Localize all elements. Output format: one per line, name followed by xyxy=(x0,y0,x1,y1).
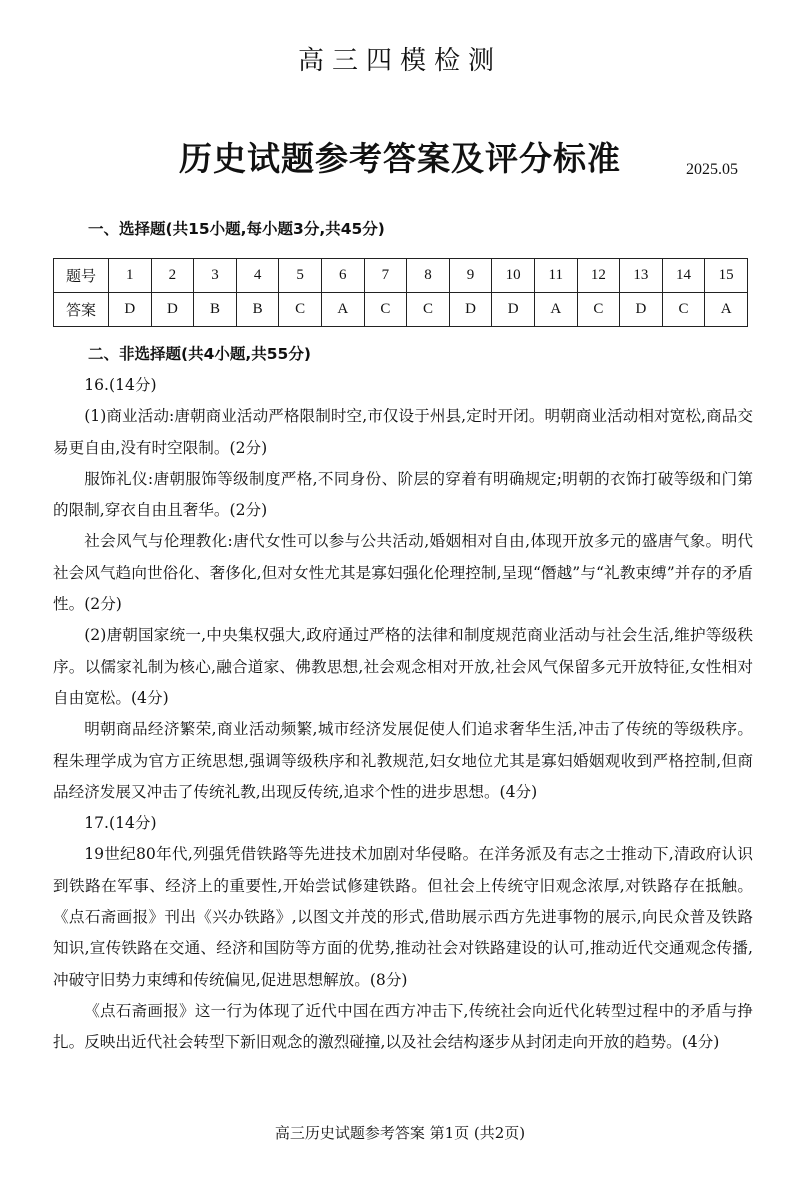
question-number-cell: 3 xyxy=(194,259,237,293)
row-label-answer: 答案 xyxy=(54,293,109,327)
answer-cell: D xyxy=(109,293,152,327)
question-number-cell: 6 xyxy=(321,259,364,293)
question-number-cell: 10 xyxy=(492,259,535,293)
question-16-paragraph: 明朝商品经济繁荣,商业活动频繁,城市经济发展促使人们追求奢华生活,冲击了传统的等级秩序。程朱理学成为官方正统思想,强调等级秩序和礼教规范,妇女地位尤其是寡妇婚姻观收到严格控制,但商品经济发展又冲击了传统礼教,出现反传统,追求个性的进步思想。(4分) xyxy=(53,720,753,801)
table-row-answers xyxy=(54,293,748,327)
row-label-number: 题号 xyxy=(54,259,109,293)
answer-cell: C xyxy=(577,293,620,327)
answer-cell: A xyxy=(534,293,577,327)
question-17-number: 17.(14分) xyxy=(84,814,157,833)
document-date: 2025.05 xyxy=(686,161,738,178)
question-number-cell: 14 xyxy=(662,259,705,293)
answer-cell: D xyxy=(449,293,492,327)
answer-cell: A xyxy=(321,293,364,327)
answer-cell: C xyxy=(662,293,705,327)
question-number-cell: 12 xyxy=(577,259,620,293)
question-number-cell: 7 xyxy=(364,259,407,293)
question-16-number: 16.(14分) xyxy=(84,376,157,394)
question-16-paragraph: (2)唐朝国家统一,中央集权强大,政府通过严格的法律和制度规范商业活动与社会生活,维护等级秩序。以儒家礼制为核心,融合道家、佛教思想,社会观念相对开放,社会风气保留多元开放特征,女性相对自由宽松。(4分) xyxy=(53,626,753,707)
answer-table xyxy=(53,258,748,327)
question-number-cell: 2 xyxy=(151,259,194,293)
question-16-paragraph: 社会风气与伦理教化:唐代女性可以参与公共活动,婚姻相对自由,体现开放多元的盛唐气象。明代社会风气趋向世俗化、奢侈化,但对女性尤其是寡妇强化伦理控制,呈现“僭越”与“礼教束缚”并存的矛盾性。(2分) xyxy=(53,532,753,614)
section2-heading: 二、非选择题(共4小题,共55分) xyxy=(88,345,311,363)
question-number-cell: 8 xyxy=(407,259,450,293)
answer-cell: D xyxy=(620,293,663,327)
page-footer: 高三历史试题参考答案 第1页 (共2页) xyxy=(274,1124,526,1142)
question-number-cell: 4 xyxy=(236,259,279,293)
document-title: 历史试题参考答案及评分标准 xyxy=(179,139,621,178)
answer-cell: C xyxy=(407,293,450,327)
question-16-paragraph: (1)商业活动:唐朝商业活动严格限制时空,市仅设于州县,定时开闭。明朝商业活动相对宽松,商品交易更自由,没有时空限制。(2分) xyxy=(53,407,753,457)
question-17-paragraph: 《点石斋画报》这一行为体现了近代中国在西方冲击下,传统社会向近代化转型过程中的矛盾与挣扎。反映出近代社会转型下新旧观念的激烈碰撞,以及社会结构逐步从封闭走向开放的趋势。(4分) xyxy=(53,1001,753,1052)
question-number-cell: 5 xyxy=(279,259,322,293)
table-row-numbers xyxy=(54,259,748,293)
answer-body xyxy=(53,370,753,1059)
answer-cell: B xyxy=(194,293,237,327)
question-number-cell: 1 xyxy=(109,259,152,293)
answer-cell: B xyxy=(236,293,279,327)
question-number-cell: 15 xyxy=(705,259,748,293)
exam-name: 高三四模检测 xyxy=(297,46,502,76)
question-number-cell: 13 xyxy=(620,259,663,293)
section1-heading: 一、选择题(共15小题,每小题3分,共45分) xyxy=(88,220,385,238)
question-16-paragraph: 服饰礼仪:唐朝服饰等级制度严格,不同身份、阶层的穿着有明确规定;明朝的衣饰打破等级和门第的限制,穿衣自由且奢华。(2分) xyxy=(53,469,753,520)
question-17-paragraph: 19世纪80年代,列强凭借铁路等先进技术加剧对华侵略。在洋务派及有志之士推动下,清政府认识到铁路在军事、经济上的重要性,开始尝试修建铁路。但社会上传统守旧观念浓厚,对铁路存在抵触。《点石斋画报》刊出《兴办铁路》,以图文并茂的形式,借助展示西方先进事物的展示,向民众普及铁路知识,宣传铁路在交通、经济和国防等方面的优势,推动社会对铁路建设的认可,推动近代交通观念传播,冲破守旧势力束缚和传统偏见,促进思想解放。(8分) xyxy=(53,845,753,989)
question-number-cell: 9 xyxy=(449,259,492,293)
answer-cell: D xyxy=(151,293,194,327)
question-number-cell: 11 xyxy=(534,259,577,293)
answer-cell: C xyxy=(279,293,322,327)
answer-cell: D xyxy=(492,293,535,327)
answer-cell: A xyxy=(705,293,748,327)
answer-cell: C xyxy=(364,293,407,327)
